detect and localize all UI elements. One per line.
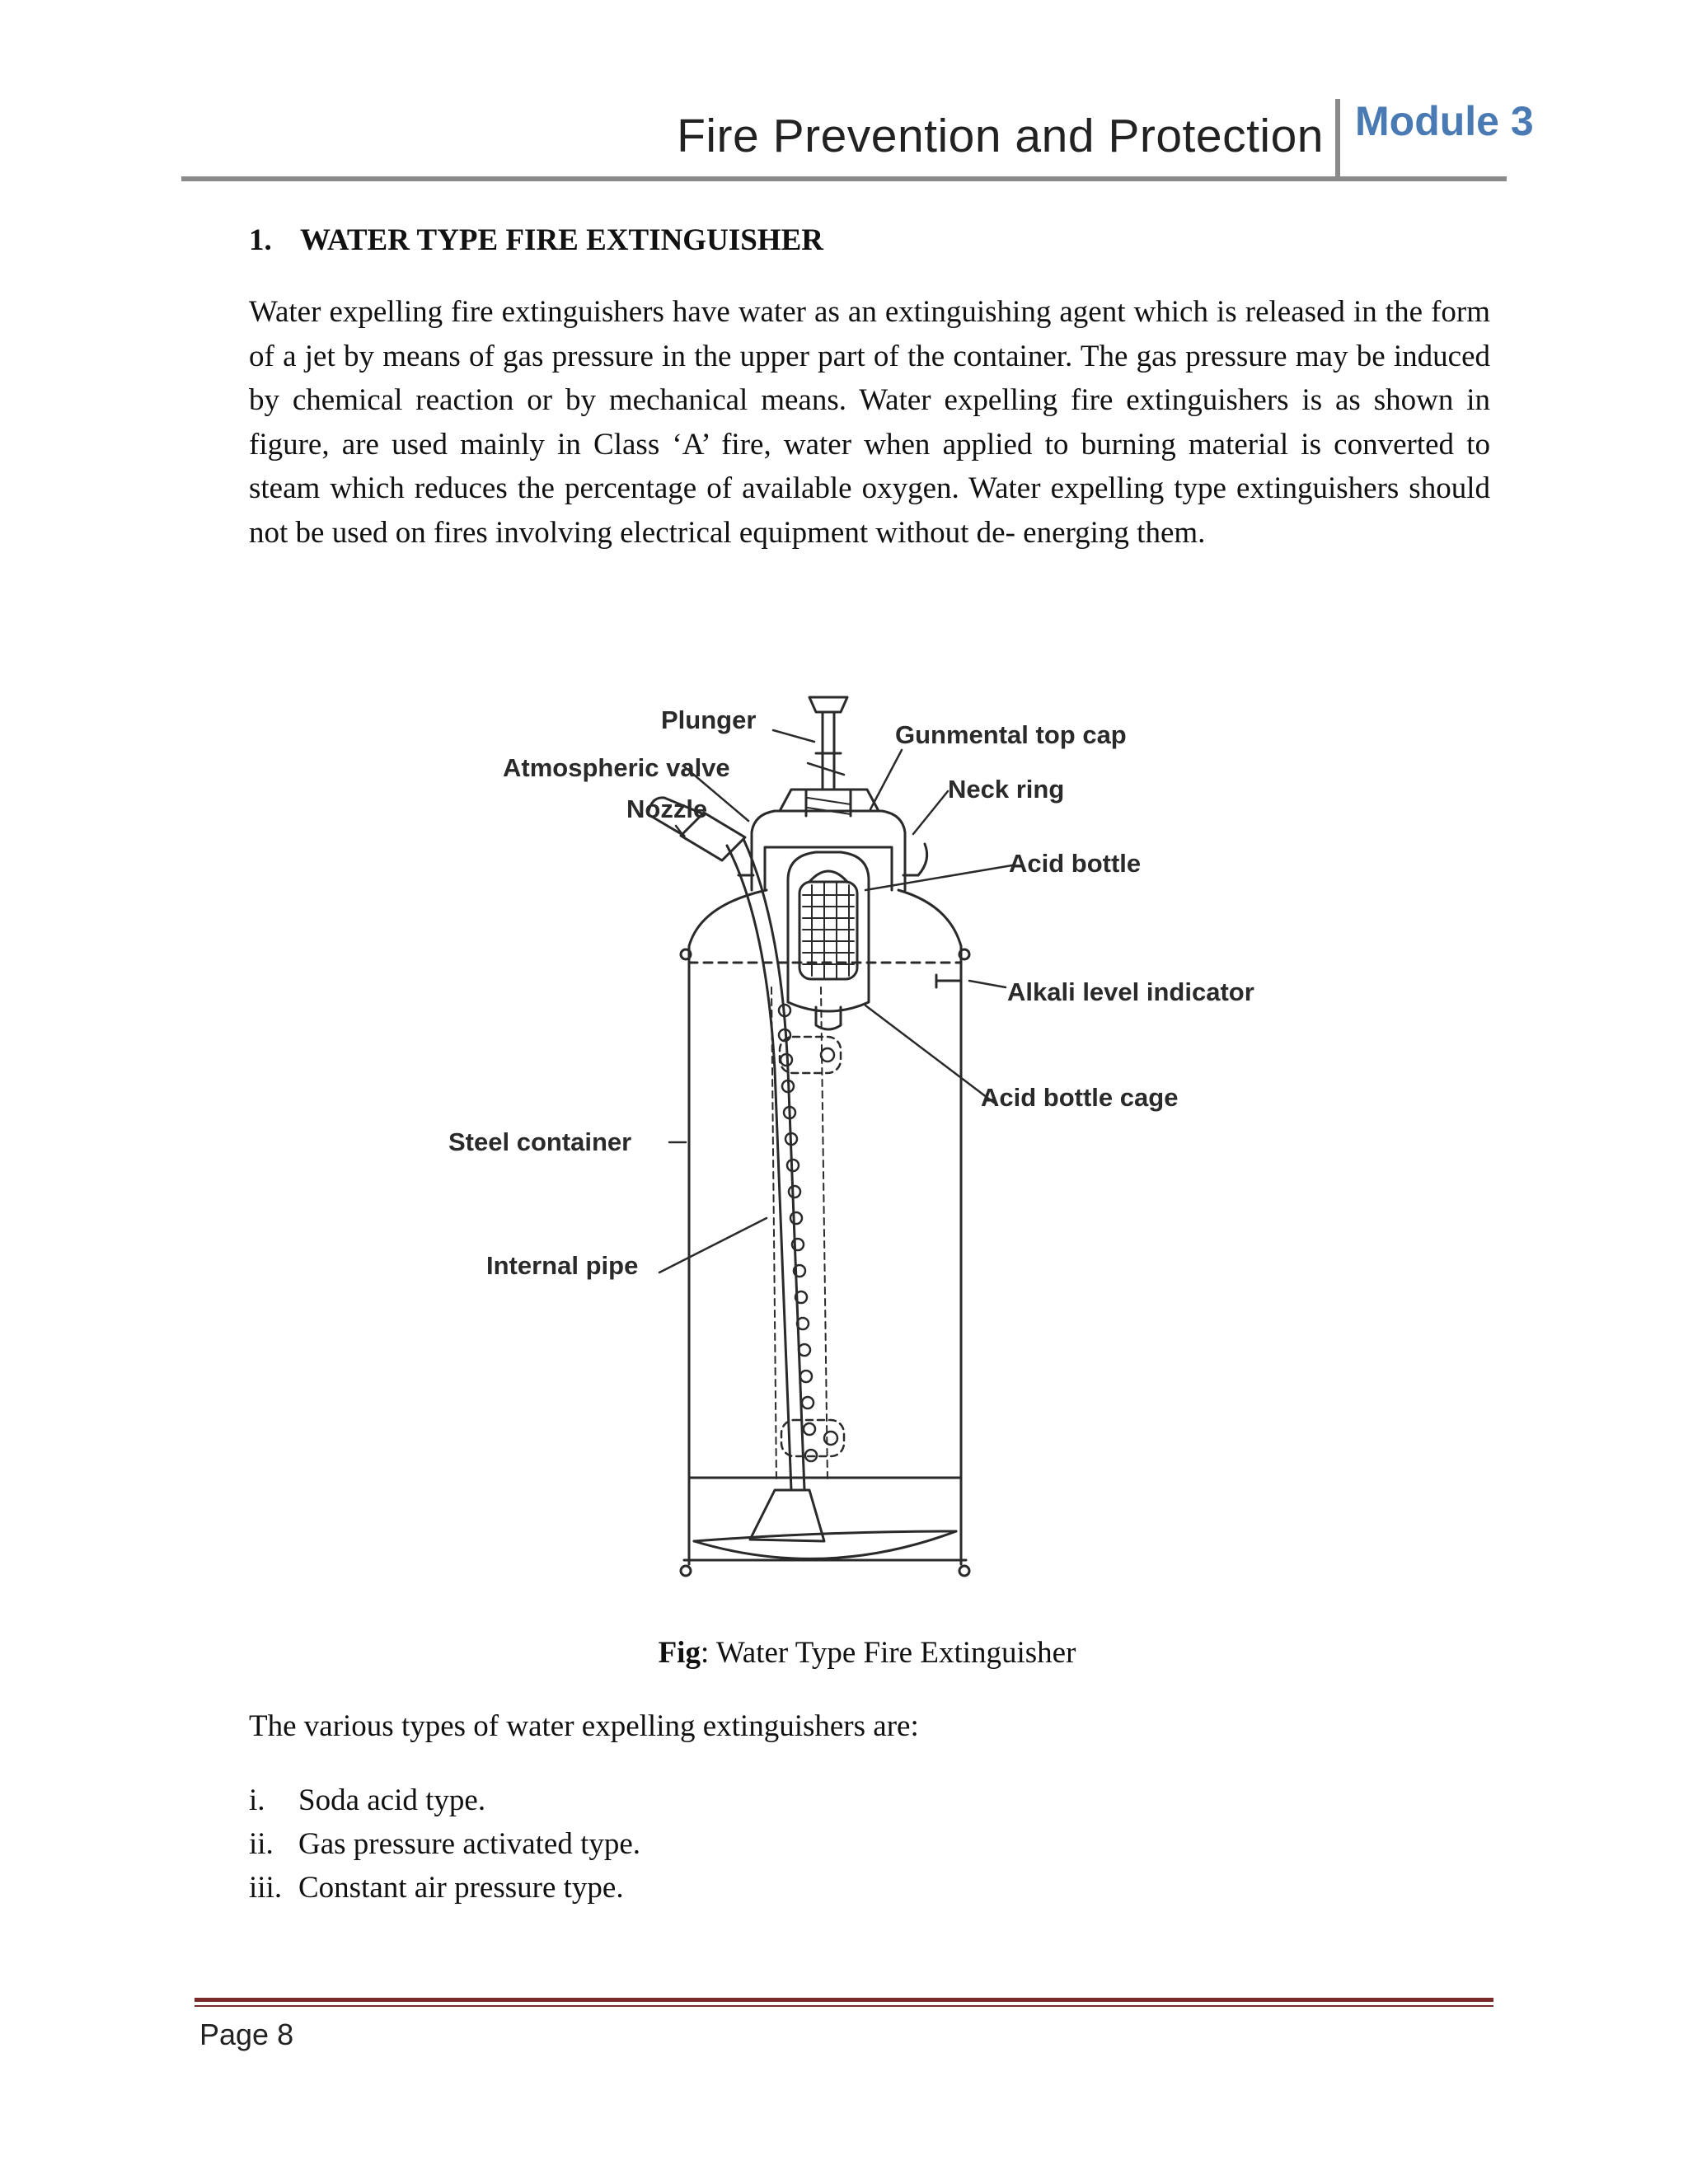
caption-prefix: Fig [658,1636,701,1670]
label-plunger: Plunger [661,705,757,734]
page-number: Page 8 [199,2018,294,2051]
label-gunmetal-top-cap: Gunmental top cap [895,720,1127,749]
steel-container-shape [681,890,969,1576]
footer-rule [195,1998,1493,2002]
caption-text: : Water Type Fire Extinguisher [700,1636,1076,1670]
list-item [249,1822,640,1866]
list-marker: iii. [249,1871,283,1905]
types-list [249,1779,640,1910]
list-text: Gas pressure activated type. [298,1827,641,1861]
list-marker: i. [249,1783,265,1817]
label-nozzle: Nozzle [626,794,708,823]
list-item [249,1779,640,1822]
label-atmospheric-valve: Atmospheric valve [503,753,730,782]
figure-caption [0,1635,1688,1671]
section-heading [249,223,823,258]
footer-rule-thin [195,2005,1493,2007]
label-alkali-level-indicator: Alkali level indicator [1007,977,1254,1006]
module-label: Module 3 [1355,98,1534,144]
top-cap-shape [738,790,927,890]
header-rule [181,176,1507,181]
section-number: 1. [249,223,272,257]
list-text: Constant air pressure type. [298,1871,624,1905]
label-neck-ring: Neck ring [948,775,1065,804]
section-title: WATER TYPE FIRE EXTINGUISHER [300,223,823,257]
intro-paragraph: Water expelling fire extinguishers have water as an extinguishing agent which is released in the form of a jet by means of gas pressure in the upper part of the container. The gas pressure may be induced by chemical reaction or by mechanical means. Water expelling fire extinguishers is as shown in figure, are used mainly in Class ‘A’ fire, water when applied to burning material is converted to steam which reduces the percentage of available oxygen. Water expelling type extinguishers should not be used on fires involving electrical equipment without de- energing them. [249,295,1490,550]
label-steel-container: Steel container [448,1127,632,1156]
list-text: Soda acid type. [298,1783,486,1817]
plunger-shape [809,697,847,790]
label-acid-bottle: Acid bottle [1009,849,1142,878]
acid-bottle-shape [788,852,869,1029]
label-internal-pipe: Internal pipe [486,1251,639,1280]
running-header-title: Fire Prevention and Protection [677,110,1324,162]
alkali-indicator-shape [936,975,961,987]
list-item [249,1866,640,1910]
label-acid-bottle-cage: Acid bottle cage [981,1083,1179,1112]
header-divider [1335,99,1340,180]
extinguisher-diagram [437,674,1294,1597]
list-marker: ii. [249,1827,274,1861]
types-intro: The various types of water expelling extinguishers are: [249,1709,919,1743]
